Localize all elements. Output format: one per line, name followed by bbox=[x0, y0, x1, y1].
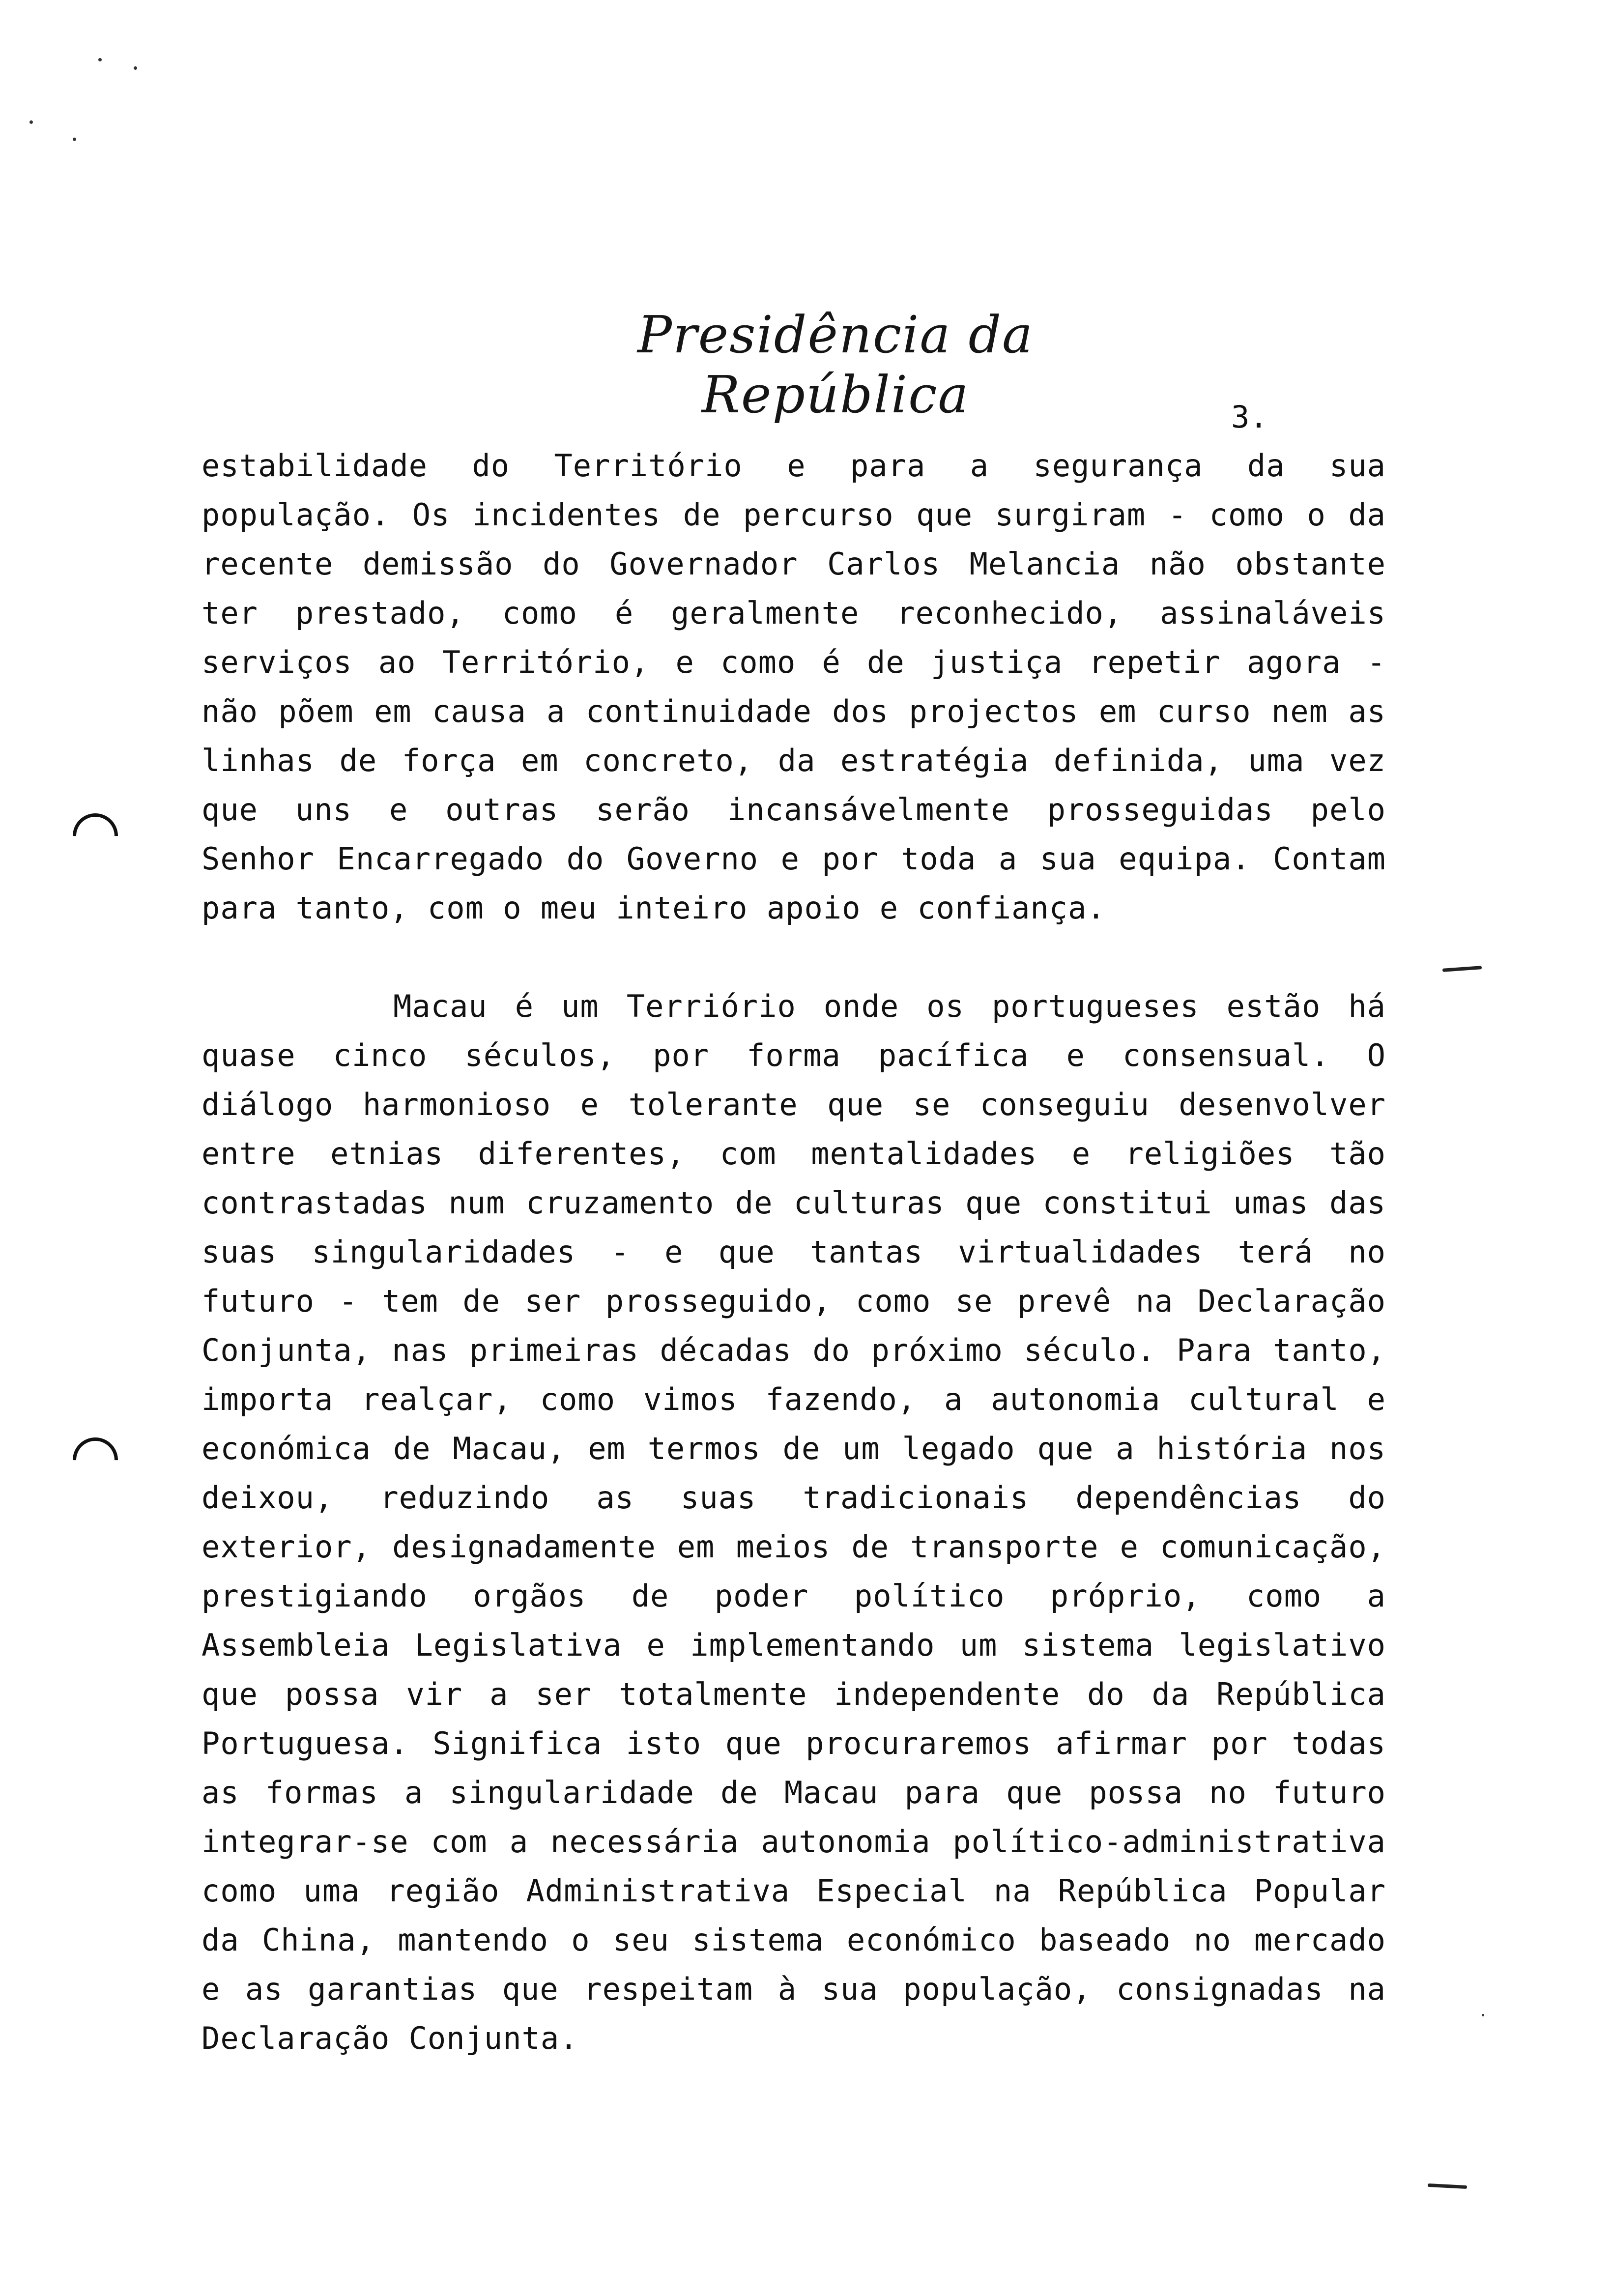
letterhead: Presidência da República bbox=[637, 305, 1034, 425]
punch-hole-mark bbox=[63, 804, 127, 868]
scan-speck bbox=[29, 120, 33, 124]
body-text bbox=[202, 441, 1386, 2063]
margin-tick-mark bbox=[1428, 2183, 1467, 2189]
paragraph-2: Macau é um Terriório onde os portugueses estão há quase cinco séculos, por forma pacífica e consensual. O diálogo harmonioso e tolerante que se conseguiu desenvolver entre etnias diferentes, com mentalidades e religiões tão contrastadas num cruzamento de culturas que constitui umas das suas singularidades - e que tantas virtualidades terá no futuro - tem de ser prosseguido, como se prevê na Declaração Conjunta, nas primeiras décadas do próximo século. Para tanto, importa realçar, como vimos fazendo, a autonomia cultural e económica de Macau, em termos de um legado que a história nos deixou, reduzindo as suas tradicionais dependências do exterior, designadamente em meios de transporte e comunicação, prestigiando orgãos de poder político próprio, como a Assembleia Legislativa e implementando um sistema legislativo que possa vir a ser totalmente independente do da República Portuguesa. Significa isto que procuraremos afirmar por todas as formas a singularidade de Macau para que possa no futuro integrar-se com a necessária autonomia político-administrativa como uma região Administrativa Especial na República Popular da China, mantendo o seu sistema económico baseado no mercado e as garantias que respeitam à sua população, consignadas na Declaração Conjunta. bbox=[202, 988, 1386, 2056]
paragraph-1: estabilidade do Território e para a segurança da sua população. Os incidentes de percurso que surgiram - como o da recente demissão do Governador Carlos Melancia não obstante ter prestado, como é geralmente reconhecido, assinaláveis serviços ao Território, e como é de justiça repetir agora - não põem em causa a continuidade dos projectos em curso nem as linhas de força em concreto, da estratégia definida, uma vez que uns e outras serão incansávelmente prosseguidas pelo Senhor Encarregado do Governo e por toda a sua equipa. Contam para tanto, com o meu inteiro apoio e confiança. bbox=[202, 448, 1386, 926]
scan-speck bbox=[73, 138, 76, 141]
scan-speck bbox=[1482, 2014, 1484, 2016]
punch-hole-mark bbox=[63, 1428, 127, 1492]
scan-speck bbox=[98, 58, 102, 61]
margin-tick-mark bbox=[1442, 966, 1482, 972]
scan-speck bbox=[134, 66, 137, 70]
page-number: 3. bbox=[1231, 399, 1268, 435]
